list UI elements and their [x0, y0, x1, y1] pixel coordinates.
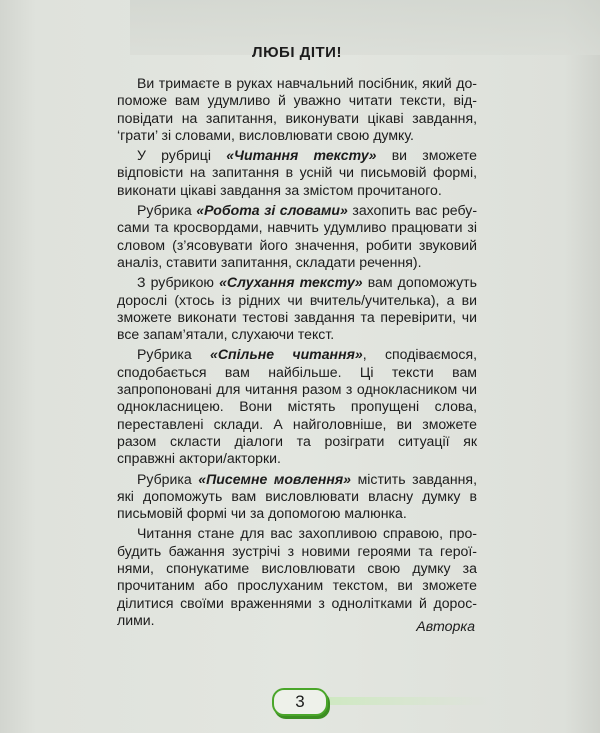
paragraph-text: , сподіваємося, сподобається вам найбільше. Ці тексти вам запропоновані для читання разом з однокласником чи однокласницею. Вони містять пропущені слова, переставлені склади. А найголовніше, ви зможете разом скласти діалоги та розіграти ситуації як справжні актори/акторки.	[117, 346, 477, 467]
paragraph-text: Ви тримаєте в руках навчальний посібник, який допоможе вам удумливо й уважно читати тексти, відповідати на запитання, виконувати цікаві завдання, ‘грати’ зі словами, висловлювати свою думку.	[117, 75, 477, 143]
page-number-decoration	[328, 697, 488, 705]
rubric-name: «Робота зі словами»	[196, 202, 348, 219]
rubric-name: «Слухання тексту»	[219, 274, 363, 291]
paragraph-text: Рубрика	[137, 202, 197, 219]
paragraph-closing	[117, 525, 477, 629]
paragraph-text: вам допоможуть дорослі (хтось із рідних чи вчитель/учителька), а ви зможете виконати тестові завдання та перевірити, чи все запам’ятали, слухаючи текст.	[117, 274, 477, 343]
paragraph-listening	[117, 274, 477, 343]
paragraph-reading	[117, 147, 477, 199]
paragraph-words	[117, 202, 477, 271]
paragraph-text: З рубрикою	[137, 274, 220, 291]
paragraph-text: Рубрика	[137, 346, 211, 363]
rubric-name: «Писемне мовлення»	[198, 470, 352, 487]
rubric-name: «Читання тексту»	[226, 147, 377, 164]
paragraph-text: Рубрика	[137, 470, 199, 487]
paragraph-intro	[117, 75, 477, 144]
page-number: 3	[272, 688, 328, 716]
page-heading: ЛЮБІ ДІТИ!	[252, 44, 342, 61]
rubric-name: «Спільне читання»	[210, 346, 363, 363]
paragraph-text: Читання стане для вас захопливою справою, пробудить бажання зустрічі з новими героями та героїнями, спонукатиме висловлювати свою думку за прочитаним або прослуханим текстом, ви зможете ділитися своїми враженнями з однолітками й дорослими.	[117, 525, 477, 628]
paragraph-text: ви зможете відповісти на запитання в усній чи письмовій формі, виконати цікаві завдання за змістом прочитаного.	[117, 147, 477, 198]
paragraph-text: містить завдання, які допоможуть вам висловлювати власну думку в письмовій формі чи за допомогою малюнка.	[117, 470, 477, 522]
paragraph-text: захопить вас ребусами та кросвордами, навчить удумливо працювати зі словом (з’ясовувати його значення, робити звуковий аналіз, ставити запитання, складати речення).	[117, 202, 478, 270]
author-signature: Авторка	[416, 619, 475, 635]
paragraph-text: У рубриці	[137, 147, 227, 164]
page-content	[117, 44, 477, 632]
paragraph-joint-reading	[117, 346, 477, 467]
paragraph-writing	[117, 471, 477, 523]
